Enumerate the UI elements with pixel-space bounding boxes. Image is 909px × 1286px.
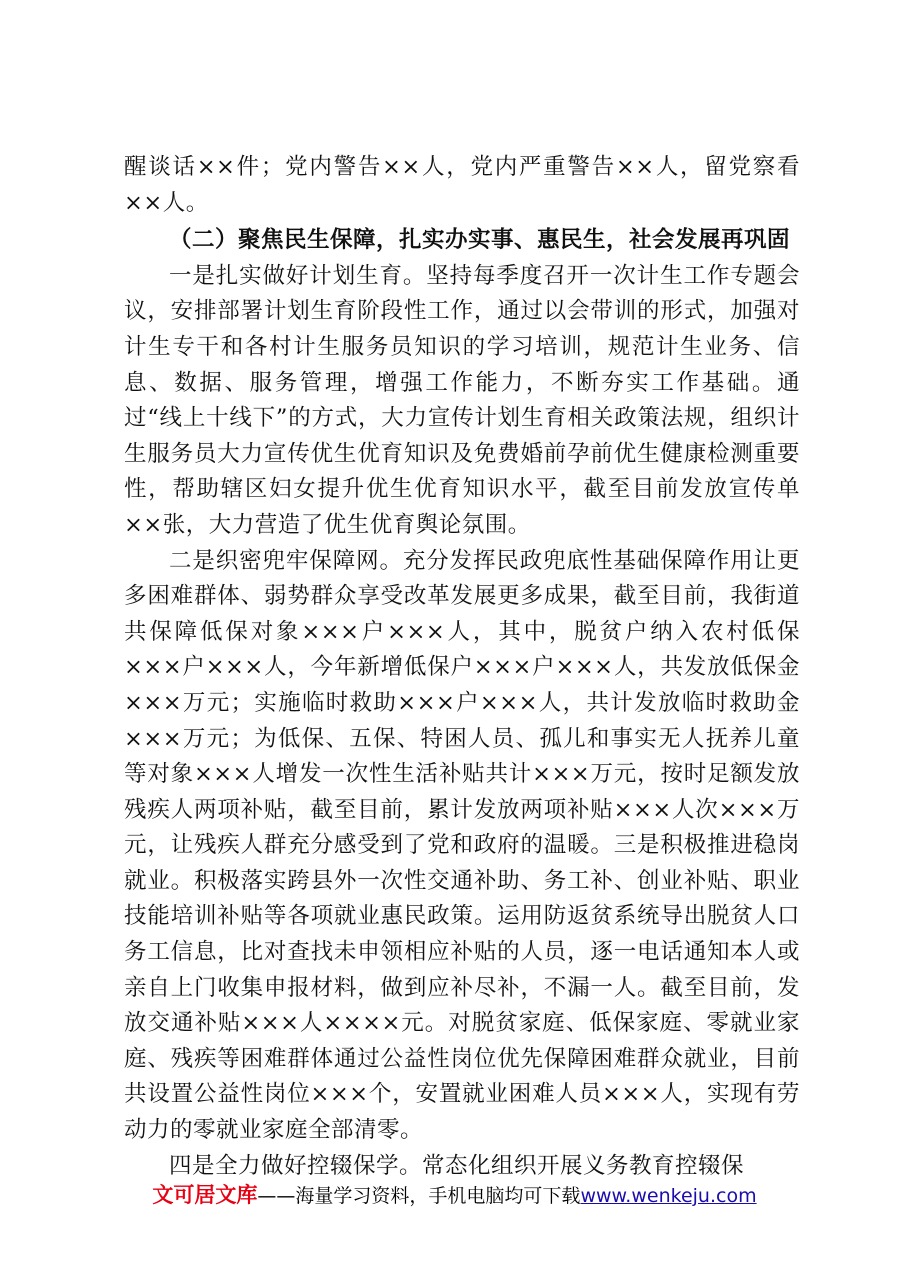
footer-banner: [0, 1180, 909, 1211]
section-heading: （二）聚焦民生保障，扎实办实事、惠民生，社会发展再巩固: [169, 227, 791, 254]
paragraph-education: 四是全力做好控辍保学。常态化组织开展义务教育控辍保: [169, 1152, 745, 1179]
paragraph-social-security: 二是织密兜牢保障网。充分发挥民政兜底性基础保障作用让更多困难群体、弱势群众享受改革发展更多成果，截至目前，我街道共保障低保对象×××户×××人，其中，脱贫户纳入农村低保×××户×××人，今年新增低保户×××户×××人，共发放低保金×××万元；实施临时救助×××户×××人，共计发放临时救助金×××万元；为低保、五保、特困人员、孤儿和事实无人抚养儿童等对象×××人增发一次性生活补贴共计×××万元，按时足额发放残疾人两项补贴，截至目前，累计发放两项补贴×××人次×××万元，让残疾人群充分感受到了党和政府的温暖。三是积极推进稳岗就业。积极落实跨县外一次性交通补助、务工补、创业补贴、职业技能培训补贴等各项就业惠民政策。运用防返贫系统导出脱贫人口务工信息，比对查找未申领相应补贴的人员，逐一电话通知本人或亲自上门收集申报材料，做到应补尽补，不漏一人。截至目前，发放交通补贴×××人××××元。对脱贫家庭、低保家庭、零就业家庭、残疾等困难群体通过公益性岗位优先保障困难群众就业，目前共设置公益性岗位×××个，安置就业困难人员×××人，实现有劳动力的零就业家庭全部清零。: [124, 547, 800, 1144]
footer-tagline: ——海量学习资料，手机电脑均可下载: [257, 1185, 581, 1207]
paragraph-family-planning: 一是扎实做好计划生育。坚持每季度召开一次计生工作专题会议，安排部署计划生育阶段性工作，通过以会带训的形式，加强对计生专干和各村计生服务员知识的学习培训，规范计生业务、信息、数据、服务管理，增强工作能力，不断夯实工作基础。通过“线上十线下”的方式，大力宣传计划生育相关政策法规，组织计生服务员大力宣传优生优育知识及免费婚前孕前优生健康检测重要性，帮助辖区妇女提升优生优育知识水平，截至目前发放宣传单××张，大力营造了优生优育舆论氛围。: [124, 262, 800, 538]
footer-brand: 文可居文库: [152, 1183, 258, 1207]
footer-website-link[interactable]: www.wenkeju.com: [580, 1185, 757, 1207]
paragraph-continuation: 醒谈话××件；党内警告××人，党内严重警告××人，留党察看××人。: [124, 154, 800, 216]
document-body: [124, 150, 800, 1184]
